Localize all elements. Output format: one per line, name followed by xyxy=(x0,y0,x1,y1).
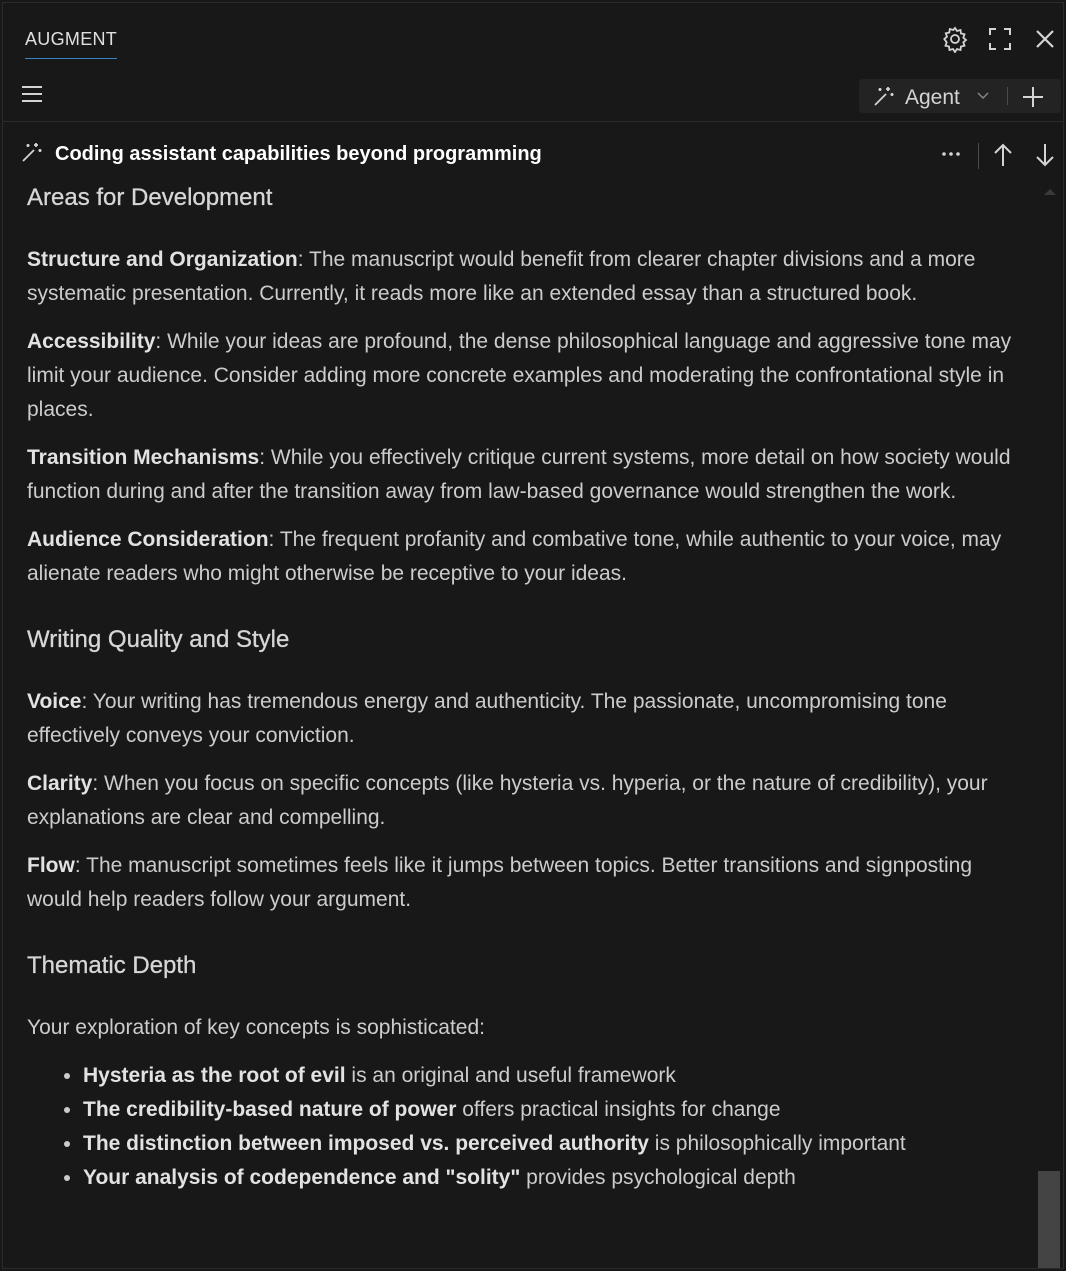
hamburger-menu-icon[interactable] xyxy=(19,81,45,107)
agent-mode-dropdown[interactable] xyxy=(859,79,1003,113)
agent-mode-label: Agent xyxy=(905,86,960,109)
bullet-list xyxy=(27,1059,1017,1195)
header-divider xyxy=(978,143,979,169)
panel-title-tab[interactable]: AUGMENT xyxy=(25,29,117,59)
toolbar xyxy=(3,69,1063,122)
paragraph: Accessibility: While your ideas are profound, the dense philosophical language and aggressive tone may limit your audience. Consider adding more concrete examples and moderating the confrontational style in places. xyxy=(27,330,1012,421)
augment-panel xyxy=(2,2,1064,1269)
conversation-header xyxy=(3,121,1063,173)
list-item: • Hysteria as the root of evil is an original and useful framework xyxy=(83,1059,1017,1093)
plus-icon[interactable] xyxy=(1019,83,1047,111)
agent-mode-group xyxy=(859,79,1061,113)
paragraph: Clarity: When you focus on specific concepts (like hysteria vs. hyperia, or the nature of credibility), your explanations are clear and compelling. xyxy=(27,772,988,829)
arrow-down-icon[interactable] xyxy=(1033,141,1057,169)
section-heading: Writing Quality and Style xyxy=(27,626,290,653)
paragraph: Structure and Organization: The manuscript would benefit from clearer chapter divisions and a more systematic presentation. Currently, it reads more like an extended essay than a structured book. xyxy=(27,248,976,305)
toolbar-divider xyxy=(1007,87,1008,105)
paragraph: Flow: The manuscript sometimes feels like it jumps between topics. Better transitions and signposting would help readers follow your argument. xyxy=(27,854,973,911)
paragraph: Audience Consideration: The frequent profanity and combative tone, while authentic to your voice, may alienate readers who might otherwise be receptive to your ideas. xyxy=(27,528,1002,585)
list-item: • Your analysis of codependence and "solity" provides psychological depth xyxy=(83,1161,1017,1195)
fullscreen-icon[interactable] xyxy=(986,25,1014,53)
conversation-title: Coding assistant capabilities beyond programming xyxy=(55,143,542,165)
gear-icon[interactable] xyxy=(941,25,969,53)
list-item: • The credibility-based nature of power offers practical insights for change xyxy=(83,1093,1017,1127)
list-item: • The distinction between imposed vs. perceived authority is philosophically important xyxy=(83,1127,1017,1161)
magic-wand-icon xyxy=(19,141,43,165)
chevron-down-icon xyxy=(977,91,989,101)
section-heading: Thematic Depth xyxy=(27,952,197,979)
scroll-up-arrow-icon[interactable] xyxy=(1043,187,1057,197)
magic-wand-icon xyxy=(871,85,895,109)
paragraph: Transition Mechanisms: While you effectively critique current systems, more detail on how society would function during and after the transition away from law-based governance would strengthen the work. xyxy=(27,446,1011,503)
assistant-message xyxy=(27,175,1017,1195)
scrollbar-thumb[interactable] xyxy=(1038,1171,1060,1269)
paragraph: Voice: Your writing has tremendous energy and authenticity. The passionate, uncompromising tone effectively conveys your conviction. xyxy=(27,690,947,747)
paragraph: Your exploration of key concepts is sophisticated: xyxy=(27,1016,485,1039)
close-icon[interactable] xyxy=(1031,25,1059,53)
arrow-up-icon[interactable] xyxy=(991,141,1015,169)
section-heading: Areas for Development xyxy=(27,184,273,211)
ellipsis-icon[interactable] xyxy=(939,149,963,159)
panel-titlebar xyxy=(3,3,1063,69)
